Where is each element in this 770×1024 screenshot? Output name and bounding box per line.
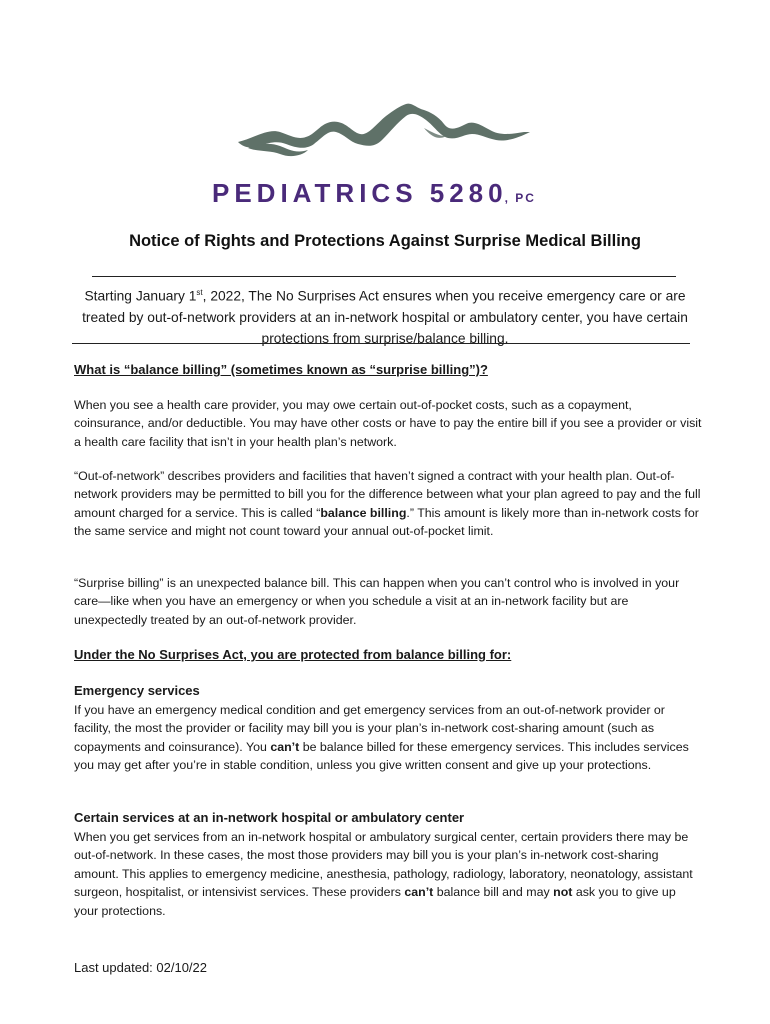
certain-services-paragraph	[74, 828, 702, 920]
intro-paragraph	[70, 282, 700, 349]
brand-title: PEDIATRICS 5280	[212, 178, 508, 208]
section1-paragraph-2	[74, 467, 702, 541]
emergency-paragraph	[74, 701, 702, 775]
intro-text-rest: , 2022, The No Surprises Act ensures when you receive emergency care or are treated by out-of-network providers at an in-network hospital or ambulatory center, you have certain protections from surprise/balance billing.	[82, 288, 688, 346]
intro-divider	[72, 343, 690, 344]
title-divider	[92, 276, 676, 277]
last-updated: Last updated: 02/10/22	[74, 960, 208, 975]
certain-text-start: When you get services from an in-network hospital or ambulatory surgical center, certain providers there may be out-of-network. In these cases, the most those providers may bill you is your plan’s in-network cost-sharing amount. This applies to emergency medicine, anesthesia, pathology, radiology, laboratory, neonatology, assistant surgeon, hospitalist, or intensivist services. These providers	[74, 830, 693, 900]
certain-services-heading	[74, 809, 702, 827]
section1-paragraph-3: “Surprise billing” is an unexpected balance bill. This can happen when you can’t control who is involved in your care—like when you have an emergency or when you schedule a visit at an in-network facility but are unexpectedly treated by an out-of-network provider.	[74, 576, 680, 627]
intro-text-start: Starting January 1	[84, 288, 197, 304]
brand-suffix: , PC	[504, 191, 536, 205]
certain-services-heading-text: Certain services at an in-network hospital or ambulatory center	[74, 810, 465, 825]
brand-name	[212, 178, 536, 209]
section-balance-billing-heading	[74, 361, 702, 379]
emergency-text-end: be balance billed for these emergency services. This includes services you may get after you’re in stable condition, unless you give written consent and give up your protections.	[74, 739, 689, 773]
certain-text-end: ask you to give up your protections.	[74, 885, 676, 918]
emergency-text-start: If you have an emergency medical condition and get emergency services from an out-of-network provider or facility, the most the provider or facility may bill you is your plan’s in-network cost-sharing amount (such as copayments and coinsurance). You	[74, 703, 665, 754]
certain-bold-1: can’t	[404, 885, 434, 900]
section1-heading: What is “balance billing” (sometimes known as “surprise billing”)?	[74, 362, 488, 377]
certain-text-mid: balance bill and may	[433, 885, 554, 900]
document-title: Notice of Rights and Protections Against Surprise Medical Billing	[129, 232, 641, 250]
mountain-logo-icon	[234, 98, 534, 178]
emergency-heading-text: Emergency services	[74, 683, 200, 698]
section2-heading: Under the No Surprises Act, you are protected from balance billing for:	[74, 647, 512, 662]
p2-bold-term: balance billing	[320, 505, 407, 520]
certain-bold-2: not	[553, 885, 573, 900]
p2-text-end: .” This amount is likely more than in-network costs for the same service and might not count toward your annual out-of-pocket limit.	[74, 505, 699, 539]
emergency-heading	[74, 682, 702, 700]
emergency-bold: can’t	[270, 739, 300, 754]
p2-text-start: “Out-of-network” describes providers and facilities that haven’t signed a contract with your health plan. Out-of-network providers may be permitted to bill you for the difference between what your plan agreed to pay and the full amount charged for a service. This is called “	[74, 469, 701, 520]
intro-superscript: st	[196, 288, 203, 297]
section-protections-heading	[74, 646, 702, 664]
section1-paragraph-1: When you see a health care provider, you may owe certain out-of-pocket costs, such as a copayment, coinsurance, and/or deductible. You may have other costs or have to pay the entire bill if you see a provider or visit a health care facility that isn’t in your health plan’s network.	[74, 398, 702, 449]
